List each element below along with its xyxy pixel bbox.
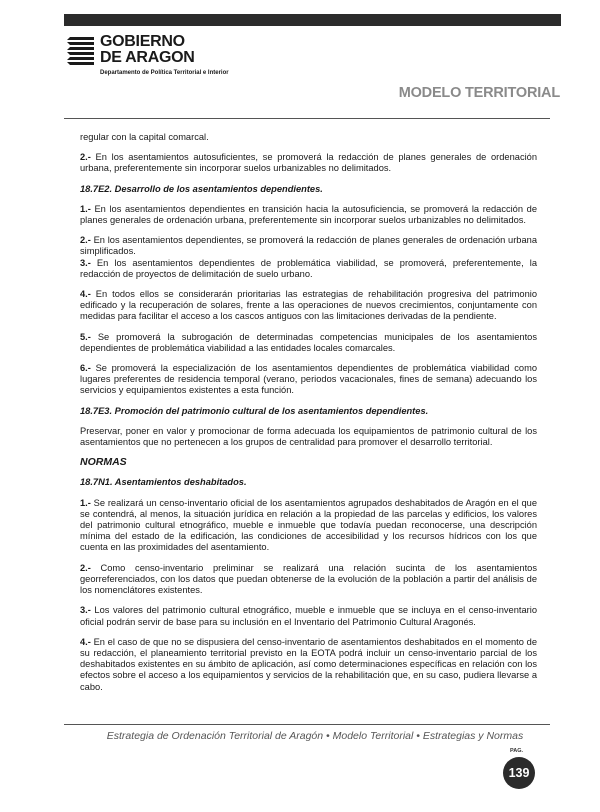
paragraph	[80, 363, 537, 397]
item-number: 6.-	[80, 363, 91, 374]
item-text: En los asentamientos dependientes de problemática viabilidad, se promoverá, preferentemente, la redacción de proyectos de delimitación de suelo urbano.	[80, 257, 537, 279]
item-text: Se realizará un censo-inventario oficial de los asentamientos agrupados deshabitados de Aragón en el que se contendrá, al menos, la situación jurídica en relación a la propiedad de las parcelas y edificios, los valores del patrimonio cultural etnográfico, mueble e inmueble que todavía puedan reconocerse, una descripción mínima del estado de la edificación, las condiciones de accesibilidad y los recursos hídricos con los que cuenta en las proximidades del asentamiento.	[80, 497, 537, 553]
paragraph	[80, 152, 537, 174]
normas-heading: NORMAS	[80, 456, 127, 469]
item-text: Los valores del patrimonio cultural etnográfico, mueble e inmueble que se incluya en el censo-inventario oficial podrán servir de base para su inclusión en el Inventario del Patrimonio Cultural Aragonés.	[80, 605, 537, 627]
paragraph	[80, 563, 537, 597]
item-text: En el caso de que no se dispusiera del censo-inventario de asentamientos deshabitados en el momento de su redacción, el planeamiento territorial previsto en la EOTA podrá incluir un censo-inventario parcial de los deshabitados existentes en su ámbito de aplicación, así como determinaciones específicas en relación con los efectos sobre el acceso a los equipamientos y servicios de la rehabilitación que, en su caso, pudiera llevarse a cabo.	[80, 636, 537, 692]
item-text: Se promoverá la subrogación de determinadas competencias municipales de los asentamientos dependientes de problemática viabilidad a las entidades locales comarcales.	[80, 331, 537, 353]
paragraph	[80, 289, 537, 323]
paragraph	[80, 637, 537, 693]
page-body	[80, 132, 537, 702]
logo	[66, 33, 229, 95]
subsection-heading: 18.7E3. Promoción del patrimonio cultural de los asentamientos dependientes.	[80, 405, 429, 416]
section-title: MODELO TERRITORIAL	[398, 85, 560, 101]
item-text: En los asentamientos autosuficientes, se promoverá la redacción de planes generales de ordenación urbana, preferentemente sin incorporar suelos urbanizables no delimitados.	[80, 152, 537, 174]
page-label: PAG.	[510, 748, 524, 754]
item-number: 3.-	[80, 605, 91, 616]
subsection-heading: 18.7N1. Asentamientos deshabitados.	[80, 477, 247, 488]
aragon-logo-icon	[66, 33, 96, 67]
logo-text-line2: DE ARAGON	[100, 49, 195, 66]
item-text: Como censo-inventario preliminar se realizará una relación sucinta de los asentamientos georreferenciados, con los datos que puedan obtenerse de la evolución de la población a partir del análisis de los nomenclátores existentes.	[80, 562, 537, 596]
logo-text-line1: GOBIERNO	[100, 33, 185, 50]
paragraph	[80, 235, 537, 257]
item-number: 2.-	[80, 152, 91, 163]
header-divider	[64, 118, 550, 119]
footer-divider	[64, 724, 550, 725]
item-number: 2.-	[80, 562, 91, 573]
item-text: En los asentamientos dependientes, se promoverá la redacción de planes generales de ordenación urbana simplificados.	[80, 235, 537, 257]
item-text: Se promoverá la especialización de los asentamientos dependientes de problemática viabilidad como lugares preferentes de residencia temporal (verano, periodos vacacionales, fines de semana) adecuando los servicios y equipamientos existentes a esta función.	[80, 363, 537, 396]
item-number: 1.-	[80, 497, 91, 508]
paragraph: regular con la capital comarcal.	[80, 132, 209, 142]
subsection-heading: 18.7E2. Desarrollo de los asentamientos dependientes.	[80, 183, 323, 194]
paragraph	[80, 605, 537, 627]
item-number: 3.-	[80, 257, 91, 268]
item-number: 5.-	[80, 331, 91, 342]
paragraph	[80, 258, 537, 280]
paragraph	[80, 204, 537, 226]
item-number: 4.-	[80, 636, 91, 647]
header-bar	[64, 14, 561, 26]
item-number: 2.-	[80, 235, 91, 246]
item-number: 1.-	[80, 203, 91, 214]
item-text: En los asentamientos dependientes en transición hacia la autosuficiencia, se promoverá la redacción de planes generales de ordenación urbana, preferentemente sin incorporar suelos urbanizables no delimitados.	[80, 203, 537, 226]
footer-text: Estrategia de Ordenación Territorial de Aragón • Modelo Territorial • Estrategias y Normas	[106, 730, 524, 742]
item-number: 4.-	[80, 289, 91, 300]
department-name: Departamento de Política Territorial e Interior	[100, 70, 229, 76]
paragraph	[80, 332, 537, 354]
paragraph	[80, 498, 537, 554]
paragraph: Preservar, poner en valor y promocionar de forma adecuada los equipamientos de patrimonio cultural de los asentamientos que no pertenecen a los grupos de centralidad para promover el desarrollo territorial.	[80, 425, 537, 448]
item-text: En todos ellos se considerarán prioritarias las estrategias de rehabilitación progresiva del patrimonio edificado y la recuperación de solares, frente a las operaciones de nuevos crecimientos, conjuntamente con medidas para facilitar el acceso a los cascos antiguos con las limitaciones derivadas de la pendiente.	[80, 289, 537, 322]
page-number-badge: 139	[503, 757, 535, 789]
